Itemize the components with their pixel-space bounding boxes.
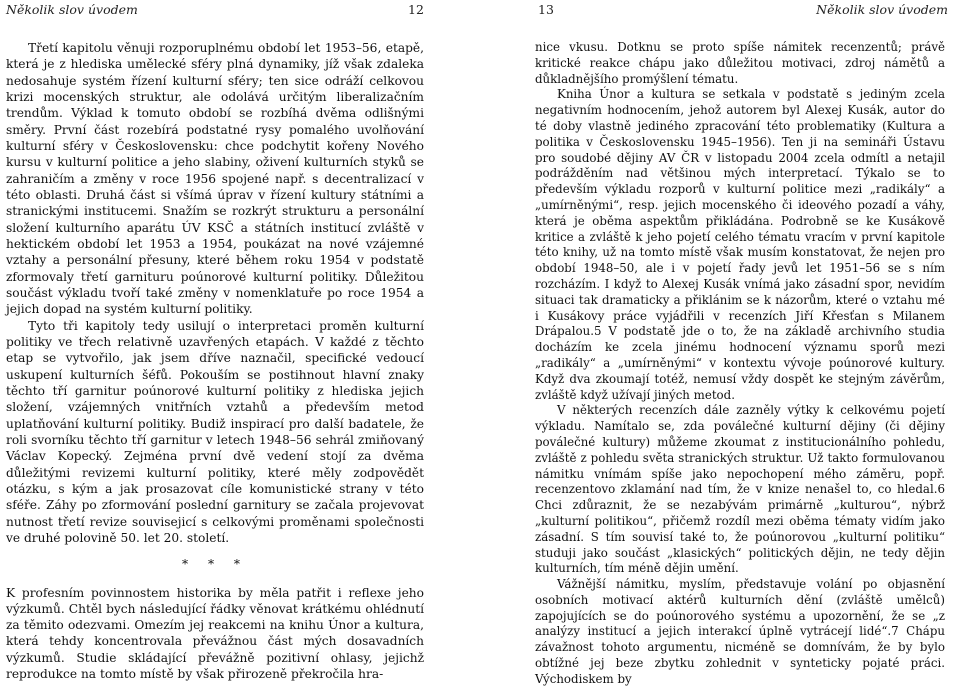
right-page bbox=[480, 0, 960, 695]
paragraph: V některých recenzích dále zazněly výtky k celkovému pojetí výkladu. Namítalo se, zda poválečné kulturní dějiny (či dějiny poválečné kultury) můžeme zkoumat z institucionálního pohledu, zvláště z pohledu světa stranických struktur. Už takto formulovanou námitku vnímám spíše jako nepochopení mého záměru, popř. recenzentovo zklamání nad tím, že v knize nenašel to, co hledal.6 Chci zdůraznit, že se nezabývám primárně „kulturou“, nýbrž „kulturní politikou“, přičemž rozdíl mezi oběma tématy vidím jako zásadní. S tím souvisí také to, že poúnorovou „kulturní politiku“ studuji jako součást „klasických“ politických dějin, ne tedy dějin kulturních, tím méně dějin umění. bbox=[535, 403, 945, 576]
text-column bbox=[6, 40, 424, 682]
page-number: 12 bbox=[408, 2, 424, 17]
paragraph: Tyto tři kapitoly tedy usilují o interpretaci proměn kulturní politiky ve třech relativně uzavřených etapách. V každé z těchto etap se vytvořilo, jak jsem dříve naznačil, specifické vedoucí uskupení kulturních šéfů. Pokouším se postihnout hlavní znaky těchto tří garnitur poúnorové kulturní politiky z hlediska jejich složení, vzájemných vnitřních vztahů a především metod uplatňování kulturní politiky. Budiž inspirací pro další badatele, že roli svorníku těchto tří garnitur v letech 1948–56 sehrál zmiňovaný Václav Kopecký. Zejména první dvě vedení stojí za dvěma důležitými revizemi kulturní politiky, které měly zodpovědět otázku, s kým a jak prosazovat cíle komunistické strany v této sféře. Záhy po zformování poslední garnitury se začala projevovat nutnost třetí revize souvisejicí s celkovými proměnami společnosti ve druhé polovině 50. let 20. století. bbox=[6, 318, 424, 545]
paragraph: nice vkusu. Dotknu se proto spíše námitek recenzentů; právě kritické reakce chápu jako důležitou motivaci, zdroj námětů a důkladnějšího promýšlení tématu. bbox=[535, 40, 945, 86]
paragraph: K profesním povinnostem historika by měla patřit i reflexe jeho výzkumů. Chtěl bych následující řádky věnovat krátkému ohlédnutí za těmito odezvami. Omezím jej reakcemi na knihu Únor a kultura, která tehdy koncentrovala převážnou část mých dosavadních výzkumů. Studie skládající převážně pozitivní ohlasy, jejichž reprodukce na tomto místě by však přirozeně překročila hra- bbox=[6, 585, 424, 682]
paragraph: Vážnější námitku, myslím, představuje volání po objasnění osobních motivací aktérů kulturních dění (zvláště umělců) zapojujících se do poúnorového systému a upozornění, že se „z analýzy institucí a jejich interakcí úplně vytrácejí lidé“.7 Chápu závažnost tohoto argumentu, nicméně se domnívám, že by bylo obtížné jej beze zbytku zohlednit v synteticky pojaté práci. Východiskem by bbox=[535, 577, 945, 686]
running-header: Několik slov úvodem bbox=[6, 2, 138, 17]
text-column bbox=[535, 40, 945, 688]
running-header: Několik slov úvodem bbox=[816, 2, 948, 17]
paragraph: Třetí kapitolu věnuji rozporuplnému období let 1953–56, etapě, která je z hlediska umělecké sféry plná dynamiky, jíž však zdaleka nedosahuje systém řízení kulturní sféry; ten sice odráží celkovou krizi mocenských struktur, ale odolává určitým liberalizačním trendům. Výklad k tomuto období se rozbíhá dvěma odlišnými směry. První část rozebírá podstatné rysy pomalého uvolňování kulturní sféry v Československu: chce podchytit kořeny Nového kursu v kulturní politice a jeho slabiny, oživení kulturních styků se zahraničím a změny v roce 1956 spojené např. s decentralizací v této oblasti. Druhá část si všímá úprav v řízení kultury státními a stranickými institucemi. Snažím se rozkrýt strukturu a personální složení kulturního aparátu ÚV KSČ a státních institucí zvláště v hektickém období let 1953 a 1954, poukázat na nové vzájemné vztahy a personální přesuny, které během roku 1954 v podstatě zformovaly třetí garnituru poúnorové kulturní politiky. Důležitou součást výkladu tvoří také změny v nomenklatuře po roce 1954 a jejich dopad na systém kulturní politiky. bbox=[6, 41, 424, 317]
section-separator: * * * bbox=[181, 557, 249, 572]
paragraph: Kniha Únor a kultura se setkala v podstatě s jediným zcela negativním hodnocením, jehož autorem byl Alexej Kusák, autor do té doby vlastně jediného zpracování této problematiky (Kultura a politika v Československu 1945–1956). Ten ji na semináři Ústavu pro soudobé dějiny AV ČR v listopadu 2004 zcela odmítl a netajil podrážděním nad většinou mých interpretací. Týkalo se to především výkladu rozporů v kulturní politice mezi „radikály“ a „umírněnými“, resp. jejich mocenského či ideového pozadí a váhy, která je oběma aspektům přikládána. Podrobně se ke Kusákově kritice a zvláště k jeho pojetí celého tématu vracím v první kapitole této knihy, už na tomto místě však musím konstatovat, že nejen pro období 1948–50, ale i v pojetí řady jevů let 1951–56 se s ním rozcházím. I když to Alexej Kusák vnímá jako zásadní spor, nevidím situaci tak dramaticky a přiklánim se k názorům, které o vztahu mé i Kusákovy práce vyjádřili v recenzích Jiří Křesťan s Milanem Drápalou.5 V podstatě jde o to, že na základě archivního studia docházím ke zcela jinému hodnocení významu sporů mezi „radikály“ a „umírněnými“ v kontextu vývoje poúnorové kultury. Když dva zkoumají totéž, nemusí vždy dospět ke stejným závěrům, zvláště když užívají jiných metod. bbox=[535, 87, 945, 402]
page-number: 13 bbox=[538, 2, 554, 17]
